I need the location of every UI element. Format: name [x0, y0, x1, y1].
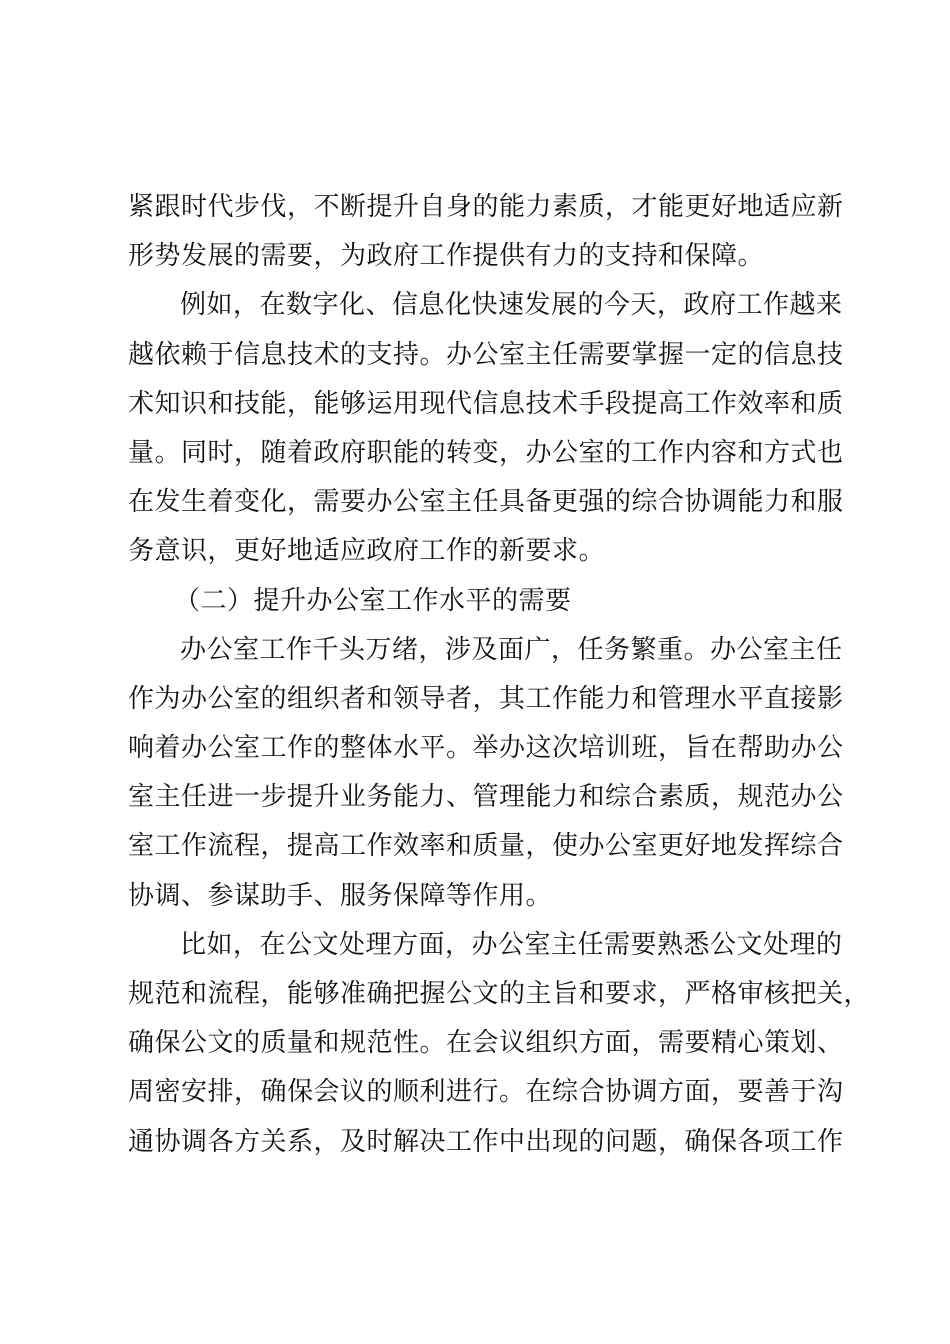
section-heading: （二）提升办公室工作水平的需要	[174, 585, 572, 616]
text-line: 室工作流程，提高工作效率和质量，使办公室更好地发挥综合	[128, 831, 844, 862]
text-line: 在发生着变化，需要办公室主任具备更强的综合协调能力和服	[128, 487, 844, 518]
paragraph-start-line: 例如，在数字化、信息化快速发展的今天，政府工作越来	[180, 290, 843, 321]
text-line: 规范和流程，能够准确把握公文的主旨和要求，严格审核把关，	[128, 979, 871, 1009]
text-line: 确保公文的质量和规范性。在会议组织方面，需要精心策划、	[128, 1028, 844, 1059]
text-line: 作为办公室的组织者和领导者，其工作能力和管理水平直接影	[128, 683, 844, 714]
text-line: 协调、参谋助手、服务保障等作用。	[128, 880, 553, 911]
text-line: 形势发展的需要，为政府工作提供有力的支持和保障。	[128, 241, 765, 272]
text-line: 室主任进一步提升业务能力、管理能力和综合素质，规范办公	[128, 782, 844, 813]
text-line: 响着办公室工作的整体水平。举办这次培训班，旨在帮助办公	[128, 733, 844, 764]
text-line: 术知识和技能，能够运用现代信息技术手段提高工作效率和质	[128, 388, 844, 419]
text-line: 紧跟时代步伐，不断提升自身的能力素质，才能更好地适应新	[128, 192, 844, 222]
text-line: 越依赖于信息技术的支持。办公室主任需要掌握一定的信息技	[128, 339, 844, 370]
paragraph-start-line: 比如，在公文处理方面，办公室主任需要熟悉公文处理的	[180, 929, 843, 960]
document-body	[128, 183, 871, 1167]
text-line: 量。同时，随着政府职能的转变，办公室的工作内容和方式也	[128, 437, 844, 468]
text-line: 通协调各方关系，及时解决工作中出现的问题，确保各项工作	[128, 1126, 844, 1157]
text-line: 务意识，更好地适应政府工作的新要求。	[128, 536, 606, 567]
text-line: 周密安排，确保会议的顺利进行。在综合协调方面，要善于沟	[128, 1077, 844, 1108]
paragraph-start-line: 办公室工作千头万绪，涉及面广，任务繁重。办公室主任	[180, 634, 843, 665]
